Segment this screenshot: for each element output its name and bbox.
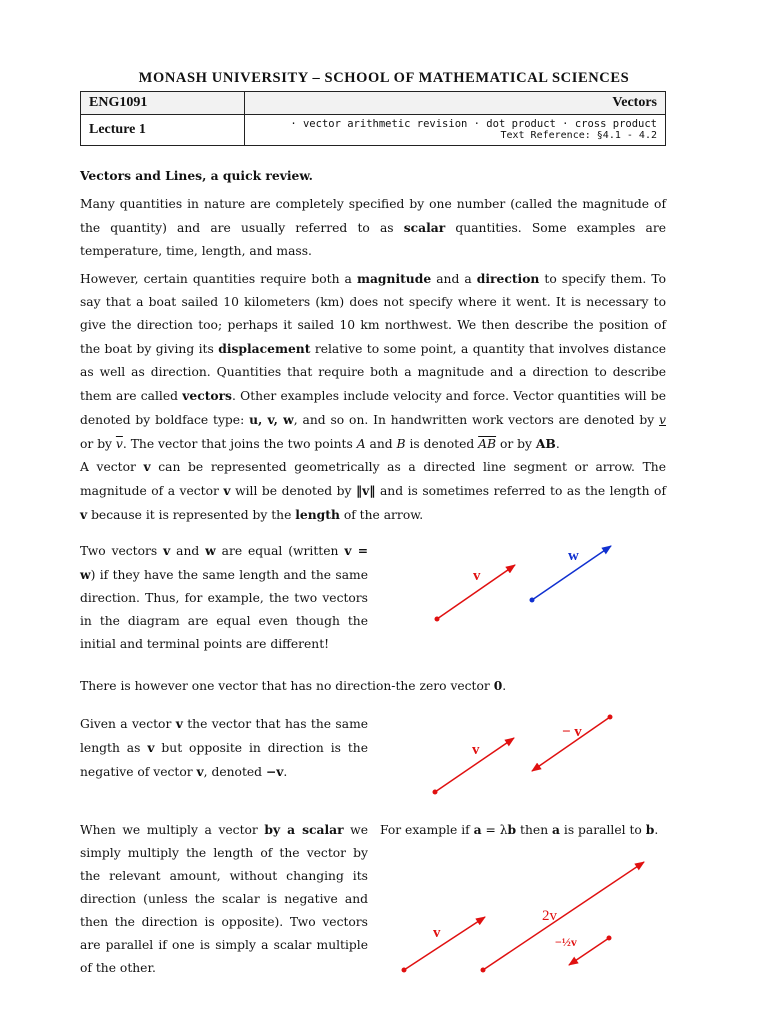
vector-v-tail-point xyxy=(435,617,440,622)
university-title: MONASH UNIVERSITY – SCHOOL OF MATHEMATICAL SCIENCES xyxy=(138,70,630,86)
vector-v-label: v xyxy=(472,742,480,758)
vector-neg-v-label: − v xyxy=(562,724,582,740)
paragraph-zero-vector: There is however one vector that has no direction-the zero vector 0. xyxy=(80,678,507,693)
vector-2v-arrow xyxy=(483,862,644,970)
vector-w-tail-point xyxy=(530,598,535,603)
paragraph-magnitude: A vector v can be represented geometrically as a directed line segment or arrow. The magnitude of a vector v will be denoted by ‖v‖ and is sometimes referred to as the length of v because it is represented by the length of the arrow. xyxy=(80,459,667,522)
vector-neg-v-tail-point xyxy=(608,715,613,720)
figure-scalar-multiples xyxy=(402,862,645,973)
lecture-number: Lecture 1 xyxy=(81,115,245,146)
figure-equal-vectors xyxy=(435,546,612,622)
figure-negative-vector xyxy=(433,715,613,795)
vector-v-label: v xyxy=(473,568,481,584)
vector-w-label: w xyxy=(568,548,579,564)
vector-v-label: v xyxy=(433,925,441,941)
paragraph-vectors: However, certain quantities require both a magnitude and a direction to specify them. To say that a boat sailed 10 kilometers (km) does not specify where it went. It is necessary to give the direction too; perhaps it sailed 10 km northwest. We then describe the position of the boat by giving its displacement relative to some point, a quantity that involves distance as well as direction. Quantities that require both a magnitude and a direction to describe them are called vectors. Other examples include velocity and force. Vector quantities will be denoted by boldface type: u, v, w, and so on. In handwritten work vectors are denoted by v or by $\overline{v}$. The vector that joins the two points A and B is denoted $\overline{AB}$ or by AB. xyxy=(80,271,667,451)
paragraph-scalars: Many quantities in nature are completely specified by one number (called the magnitude of the quantity) and are usually referred to as scalar quantities. Some examples are temperature, time, length, and mass. xyxy=(80,197,666,258)
vector-v-arrow xyxy=(404,917,485,970)
vector-v-tail-point xyxy=(402,968,407,973)
paragraph-negative-vector: Given a vector v the vector that has the same length as v but opposite in direction is the negative of vector v, denoted −v. xyxy=(80,716,369,779)
vector-2v-tail-point xyxy=(481,968,486,973)
vector-neg-half-v-tail-point xyxy=(607,936,612,941)
course-code: ENG1091 xyxy=(81,92,245,115)
paragraph-parallel-example: For example if a = λb then a is parallel to b. xyxy=(380,822,659,837)
vector-v-tail-point xyxy=(433,790,438,795)
text-reference: Text Reference: §4.1 - 4.2 xyxy=(500,130,657,141)
vector-2v-label: 2v xyxy=(542,908,557,924)
course-topic: Vectors xyxy=(245,92,666,115)
section-title: Vectors and Lines, a quick review. xyxy=(80,168,313,183)
paragraph-scalar-multiple: When we multiply a vector by a scalar we simply multiply the length of the vector by the relevant amount, without changing its direction (unless the scalar is negative and then the direction is opposite). Two vectors are parallel if one is simply a scalar multiple of the other. xyxy=(80,822,368,975)
paragraph-equal-vectors: Two vectors v and w are equal (written v = w) if they have the same length and the same direction. Thus, for example, the two vectors in the diagram are equal even though the initial and terminal points are different! xyxy=(80,543,369,651)
vector-neg-half-v-label: −½v xyxy=(555,935,577,949)
topics-line: · vector arithmetic revision · dot product · cross product xyxy=(290,118,657,130)
